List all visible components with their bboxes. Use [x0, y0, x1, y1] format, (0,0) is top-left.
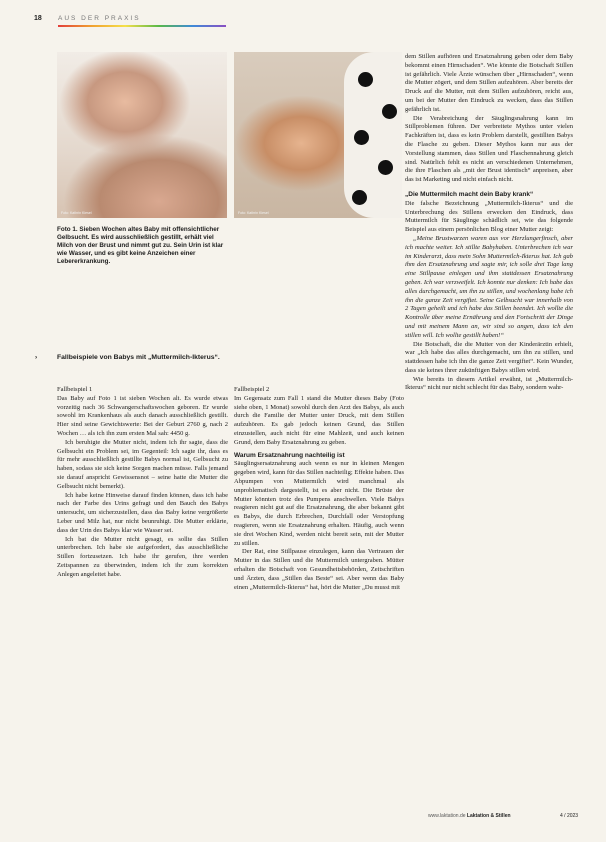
paragraph: Ich bat die Mutter nicht gesagt, es sollte das Stillen unterbrechen. Ich habe sie aufgefordert, das ausschließliche Stillen fortzusetzen. Ich habe ihr gerufen, ihre werden Zeitspannen zu überwinden, indem ich ihr zum korrekten Anlegen angeleitet habe.: [57, 535, 228, 578]
case-2-heading: Fallbeispiel 2: [234, 386, 270, 393]
footer-url: www.laktation.de: [428, 813, 466, 819]
section-title: AUS DER PRAXIS: [58, 15, 141, 22]
paragraph: Ich habe keine Hinweise darauf finden können, dass ich habe nach der Farbe des Urins gefragt und den Bauch des Babys untersucht, um sicherzustellen, dass das Baby keine vergrößerte Leber und Milz hat, nur nicht beunruhigt. Die Mutter erklärte, dass der Urin des Babys klar wie Wasser sei.: [57, 491, 228, 534]
paragraph: Die Verabreichung der Säuglingsnahrung kann im Stillproblemen führen. Der verbreitete Mythos unter vielen Fachkräften ist, dass es kein Problem darstellt, gestillten Babys die Flasche zu geben. Dieser Mythos kann nur aus der Vorstellung stammen, dass Stillen und Flaschennahrung gleich sind. Natürlich fehlt es nicht an verschiedenen Unternehmen, die ihre Flaschen als „mit der Brust identisch“ anpreisen, aber das ist Marketing und nicht einfach nicht.: [405, 114, 573, 184]
photo-credit: Foto: Kathrin Kiesel: [61, 211, 92, 215]
arrow-icon: ›: [35, 354, 38, 361]
paragraph: Säuglingsersatznahrung auch wenn es nur in kleinen Mengen gegeben wird, kann für das Stillen nachteilig; Effekte haben. Das Abpumpen von Muttermilch wird manchmal als unproblematisch dargestellt, ist es aber nicht. Die Brüste der Mutter könnten trotz des Pumpens anschwellen. Viele Babys reagieren nicht gut auf die Ersatznahrung, die aber bekannt gibt es Babys, die durch Erbrechen, Durchfall oder Verstopfung reagieren, wenn sie Ersatznahrung erhalten. Häufig, auch wenn sie drei Wochen Kind, werden nicht bereit sein, mit der Mutter zu stillen.: [234, 460, 404, 547]
case-heading: Fallbeispiele von Babys mit „Muttermilch-Ikterus“.: [57, 354, 220, 361]
column-1: [57, 386, 228, 580]
paragraph: Im Gegensatz zum Fall 1 stand die Mutter dieses Baby (Foto siehe oben, 1 Monat) sowohl durch den Arzt des Babys, als auch durch die Familie der Mutter unter Druck, mit dem Stillen aufzuhören. Es gab jedoch keinen Grund, das Stillen einzustellen, auch nicht für eine Mahlzeit, und auch keinen Grund, dem Baby Ersatznahrung zu geben.: [234, 394, 404, 446]
footer-issue: 4 / 2023: [560, 813, 579, 819]
column-3: [405, 53, 573, 393]
paragraph: Die falsche Bezeichnung „Muttermilch-Ikterus“ und die Unterbrechung des Stillens erwecken den Eindruck, dass Muttermilch für Säuglinge schädlich sei, wie das folgende Beispiel aus einem persönlichen Blog einer Mutter zeigt:: [405, 199, 573, 234]
subheading: Warum Ersatznahrung nachteilig ist: [234, 451, 345, 459]
footer-journal-name: Laktation & Stillen: [466, 813, 511, 819]
paragraph: Ich beruhigte die Mutter nicht, indem ich ihr sagte, dass die Gelbsucht ein Problem sei, im Gegenteil: Ich sagte ihr, dass es für mehr ausschließlich gestillte Babys normal ist, Gelbsucht zu haben, sodass sie sich keine Sorgen machen müsse. Falls jemand sie darauf anspricht Gewissensnot – seine hatte die Mutter die Gelbsucht nicht bemerkt).: [57, 438, 228, 490]
case-1-heading: Fallbeispiel 1: [57, 386, 93, 393]
paragraph: Wie bereits in diesem Artikel erwähnt, ist „Muttermilch-Ikterus“ nicht nur nicht schlecht für das Baby, sondern wahr-: [405, 375, 573, 392]
page-number: 18: [34, 15, 42, 22]
footer-journal: [428, 813, 511, 819]
paragraph: Die Botschaft, die die Mutter von der Kinderärztin erhielt, war „Ich habe das alles durchgemacht, um ihn zu stillen, und stattdessen habe ich ihn die ganze Zeit vergiftet“. Kein Wunder, dass sie keines ihrer zukünftigen Babys stillen wird.: [405, 340, 573, 374]
subheading: „Die Muttermilch macht dein Baby krank“: [405, 190, 534, 198]
paragraph: Der Rat, eine Stillpause einzulegen, kann das Vertrauen der Mutter in das Stillen und die Muttermilch untergraben. Mütter erhalten die Botschaft von Gesundheitsbehörden, Zeitschriften und Ärzten, dass „Stillen das Beste“ sei. Aber wenn das Baby einen „Muttermilch-Ikterus“ hat, hört die Mutter „Du musst mit: [234, 548, 404, 591]
paragraph: Das Baby auf Foto 1 ist sieben Wochen alt. Es wurde etwas vorzeitig nach 36 Schwangerschaftswochen geboren. Er wurde sowohl im Krankenhaus als auch danach ausschließlich gestillt. Hier sind seine Gewichtswerte: Bei der Geburt 2760 g, nach 2 Wochen … als ich ihn zum ersten Mal sah: 4450 g.: [57, 394, 228, 437]
paragraph: dem Stillen aufhören und Ersatznahrung geben oder dem Baby bekommt einen Hirnschaden“. Wie könnte die Botschaft Stillen ist gefährlich. Viele Ärzte wünschen über „Hirnschaden“, wenn die Mutter zögert, und dem Stillen aufzuhören. Aber bereits der Druck auf die Mutter, mit dem Stillen aufzuhören, reicht aus, um bei der Mutter den Eindruck zu wecken, dass das Stillen gefährlich ist.: [405, 53, 573, 113]
polka-dot-cloth: [344, 52, 402, 218]
color-bar: [58, 25, 226, 27]
quote-paragraph: „Meine Brustwarzen waren aus vor Herzlungerfinsch, aber ich machte weiter. Ich stillte Babyhaben. Unterbrechen ich war im Kinderarzt, dass mein Sohn Muttermilch-Ikterus hat. Ich gab ihm den Ersatznahrung und sagte mir, ich solle drei Tage lang eine Stillpause einlegen und ihm stattdessen Ersatznahrung geben. Ich war verzweifelt. Ich konnte nur denken: Ich habe das alles durchgemacht, um ihn zu stillen, und wochenlang habe ich ihn die ganze Zeit vergiftet. Seine Gelbsucht war innerhalb von 2 Tagen geheilt und ich habe das Stillen beendet. Ich wollte die Kontrolle über meine Ernährung und den Fortschritt der Dinge und mit meinem Mann an, wir sind so angen, dass ich den stillen will. Ich wollte gestillt haben!“: [405, 234, 573, 339]
photo-credit: Foto: Kathrin Kiesel: [238, 211, 269, 215]
baby-photo-1: [57, 52, 227, 218]
column-2: [234, 386, 404, 592]
baby-photo-2: [234, 52, 402, 218]
photo-caption: Foto 1. Sieben Wochen altes Baby mit offensichtlicher Gelbsucht. Es wird ausschließlich gestillt, erhält viel Milch von der Brust und nimmt gut zu. Sein Urin ist klar wie Wasser, und es gibt keine Anzeichen einer Lebererkrankung.: [57, 226, 224, 266]
